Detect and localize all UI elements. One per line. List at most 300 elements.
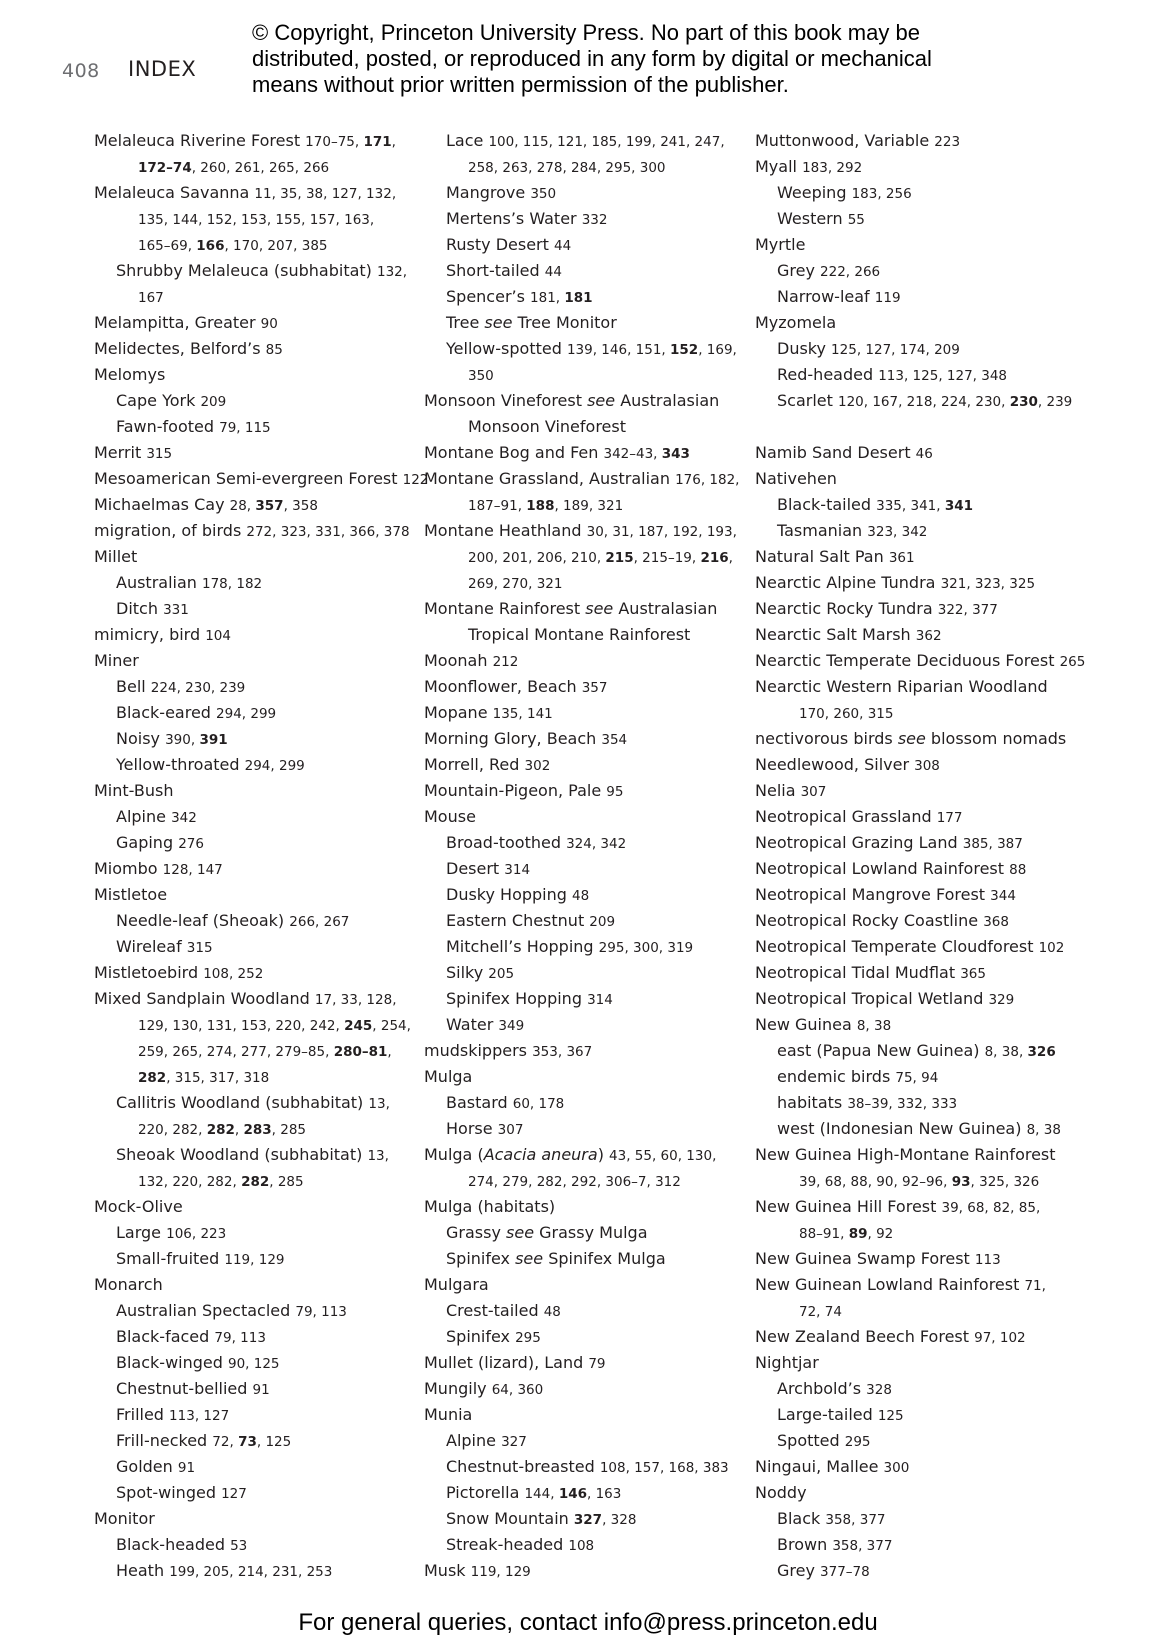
page-refs: 385, 387: [962, 836, 1023, 852]
index-entry-continuation: [94, 154, 434, 180]
entry-term: Mistletoe: [94, 885, 168, 904]
page-refs: 300: [883, 1460, 910, 1476]
entry-term: Musk: [424, 1561, 471, 1580]
index-subentry: [755, 1402, 1095, 1428]
index-entry: [424, 440, 764, 466]
page-refs: 119: [874, 290, 901, 306]
entry-term: Needlewood, Silver: [755, 755, 915, 774]
entry-term: Nelia: [755, 781, 801, 800]
page-refs: 224, 230, 239: [150, 680, 246, 696]
page-refs: 390,: [165, 732, 200, 748]
page-refs: 8, 38: [1026, 1122, 1061, 1138]
entry-term: Black-eared: [116, 703, 217, 722]
index-entry: [424, 1194, 764, 1220]
copyright-line: means without prior written permission of the publisher.: [252, 72, 789, 97]
index-entry: [755, 596, 1095, 622]
page-refs: 315: [186, 940, 213, 956]
entry-term: Melaleuca Savanna: [94, 183, 255, 202]
index-entry: [94, 1194, 434, 1220]
index-entry: [755, 674, 1095, 700]
index-subentry: [94, 1324, 434, 1350]
entry-term: Western: [777, 209, 848, 228]
page-ref-bold: 282: [138, 1070, 167, 1086]
page-refs: 106, 223: [166, 1226, 227, 1242]
page-refs: 276: [178, 836, 204, 852]
index-entry: [755, 128, 1095, 154]
index-subentry: [94, 674, 434, 700]
entry-term: Monarch: [94, 1275, 163, 1294]
index-entry: [94, 882, 434, 908]
entry-term: Neotropical Mangrove Forest: [755, 885, 991, 904]
entry-term: Neotropical Temperate Cloudforest: [755, 937, 1039, 956]
entry-term: endemic birds: [777, 1067, 896, 1086]
index-entry: [94, 466, 434, 492]
entry-term: Mertens’s Water: [446, 209, 582, 228]
index-subentry: [424, 232, 764, 258]
page-refs: 79: [588, 1356, 606, 1372]
entry-term: Needle-leaf (Sheoak): [116, 911, 290, 930]
page-ref-bold: 282: [206, 1122, 235, 1138]
index-subentry: [424, 1480, 764, 1506]
entry-term: Black-headed: [116, 1535, 231, 1554]
page-ref-bold: 188: [526, 498, 555, 514]
entry-term: Brown: [777, 1535, 833, 1554]
copyright-line: distributed, posted, or reproduced in any form by digital or mechanical: [252, 46, 932, 71]
index-subentry: [94, 908, 434, 934]
index-subentry: [94, 830, 434, 856]
index-subentry: [755, 284, 1095, 310]
index-entry: [424, 674, 764, 700]
entry-term: Ningaui, Mallee: [755, 1457, 884, 1476]
index-entry: [94, 544, 434, 570]
entry-term: New Guinea High-Montane Rainforest: [755, 1145, 1056, 1164]
page-refs: 64, 360: [491, 1382, 544, 1398]
entry-term: Melidectes, Belford’s: [94, 339, 266, 358]
index-entry: [94, 856, 434, 882]
index-subentry: [424, 1506, 764, 1532]
index-subentry: [755, 518, 1095, 544]
page-refs: 362: [915, 628, 942, 644]
page-refs: 108, 252: [203, 966, 264, 982]
page-refs: 108: [568, 1538, 595, 1554]
italic-text: see: [515, 1249, 544, 1268]
entry-term: blossom nomads: [925, 729, 1067, 748]
page-ref-bold: 152: [670, 342, 699, 358]
entry-term: Nearctic Temperate Deciduous Forest: [755, 651, 1060, 670]
index-subentry: [755, 1038, 1095, 1064]
page-refs: 222, 266: [820, 264, 881, 280]
index-entry-continuation: [424, 414, 764, 440]
page-refs: ,: [391, 134, 396, 150]
index-entry: [424, 1142, 764, 1168]
entry-term: Neotropical Rocky Coastline: [755, 911, 984, 930]
entry-term: Frill-necked: [116, 1431, 213, 1450]
index-entry-continuation: [424, 570, 764, 596]
page-refs: 183, 292: [802, 160, 863, 176]
page-refs: 331: [163, 602, 189, 618]
index-subentry: [94, 1090, 434, 1116]
page-refs: , 92: [867, 1226, 894, 1242]
page-ref-bold: 172–74: [138, 160, 192, 176]
index-entry-continuation: [755, 1168, 1095, 1194]
page-refs: 108, 157, 168, 383: [599, 1460, 729, 1476]
index-entry: [424, 466, 764, 492]
page-refs: 135, 141: [492, 706, 553, 722]
page-refs: 259, 265, 274, 277, 279–85,: [138, 1044, 334, 1060]
entry-term: Weeping: [777, 183, 852, 202]
page-refs: 128, 147: [162, 862, 223, 878]
italic-text: see: [585, 599, 614, 618]
entry-term: Mock-Olive: [94, 1197, 183, 1216]
index-subentry: [94, 1376, 434, 1402]
index-entry: [94, 622, 434, 648]
page-refs: 295, 300, 319: [598, 940, 694, 956]
entry-term: Sheoak Woodland (subhabitat): [116, 1145, 368, 1164]
entry-term: Neotropical Grazing Land: [755, 833, 963, 852]
index-entry: [424, 388, 764, 414]
entry-term: Merrit: [94, 443, 147, 462]
page-refs: 294, 299: [244, 758, 305, 774]
entry-term: Tropical Montane Rainforest: [468, 625, 691, 644]
page-refs: 95: [606, 784, 624, 800]
entry-term: Noddy: [755, 1483, 807, 1502]
entry-term: New Guinea: [755, 1015, 857, 1034]
entry-term: Mangrove: [446, 183, 531, 202]
index-entry: [755, 934, 1095, 960]
page-refs: 314: [587, 992, 613, 1008]
page-refs: 72,: [212, 1434, 239, 1450]
page-ref-bold: 73: [238, 1434, 257, 1450]
entry-term: Cape York: [116, 391, 201, 410]
page-refs: 100, 115, 121, 185, 199, 241, 247,: [488, 134, 725, 150]
page-refs: 335, 341,: [876, 498, 945, 514]
page-refs: 353, 367: [532, 1044, 593, 1060]
page-refs: 13,: [368, 1096, 390, 1112]
page-refs: 272, 323, 331, 366, 378: [246, 524, 410, 540]
entry-term: Silky: [446, 963, 489, 982]
entry-term: Noisy: [116, 729, 166, 748]
running-head: INDEX: [128, 57, 197, 81]
page-refs: 55: [847, 212, 865, 228]
entry-term: Black-tailed: [777, 495, 877, 514]
entry-term: Montane Bog and Fen: [424, 443, 604, 462]
index-entry: [755, 1272, 1095, 1298]
index-subentry: [94, 570, 434, 596]
index-subentry: [94, 700, 434, 726]
page-ref-bold: 391: [199, 732, 228, 748]
index-subentry: [94, 934, 434, 960]
index-subentry: [424, 1532, 764, 1558]
page-refs: 8, 38: [856, 1018, 892, 1034]
entry-term: New Guinean Lowland Rainforest: [755, 1275, 1025, 1294]
page-refs: 200, 201, 206, 210,: [468, 550, 606, 566]
index-subentry: [94, 726, 434, 752]
entry-term: Spencer’s: [446, 287, 531, 306]
entry-term: Spinifex Hopping: [446, 989, 588, 1008]
entry-term: Myrtle: [755, 235, 806, 254]
entry-term: Miner: [94, 651, 139, 670]
page-refs: 354: [601, 732, 628, 748]
entry-term: Miombo: [94, 859, 163, 878]
index-subentry: [424, 128, 764, 154]
index-subentry: [94, 1220, 434, 1246]
index-subentry: [755, 1090, 1095, 1116]
index-entry-continuation: [94, 1064, 434, 1090]
entry-term: Ditch: [116, 599, 164, 618]
index-entry: [424, 1350, 764, 1376]
index-entry: [755, 1246, 1095, 1272]
index-entry: [755, 154, 1095, 180]
entry-term: Michaelmas Cay: [94, 495, 230, 514]
page-refs: , 125: [256, 1434, 292, 1450]
index-entry: [94, 960, 434, 986]
page-number: 408: [62, 60, 100, 82]
index-subentry: [424, 856, 764, 882]
entry-term: Red-headed: [777, 365, 879, 384]
page-refs: 11, 35, 38, 127, 132,: [254, 186, 397, 202]
entry-term: Fawn-footed: [116, 417, 220, 436]
page-ref-bold: 282: [241, 1174, 270, 1190]
page-refs: 39, 68, 82, 85,: [941, 1200, 1041, 1216]
index-subentry: [755, 1532, 1095, 1558]
page-refs: 324, 342: [566, 836, 627, 852]
index-subentry: [755, 1376, 1095, 1402]
page-refs: 48: [543, 1304, 561, 1320]
page-refs: 323, 342: [867, 524, 928, 540]
entry-term: Myall: [755, 157, 803, 176]
page-ref-bold: 343: [661, 446, 690, 462]
index-entry: [755, 1012, 1095, 1038]
index-entry-continuation: [94, 1012, 434, 1038]
entry-term: Mulga (: [424, 1145, 484, 1164]
entry-term: Gaping: [116, 833, 179, 852]
italic-text: see: [484, 313, 513, 332]
page-refs: 132, 220, 282,: [138, 1174, 242, 1190]
page-refs: 295: [515, 1330, 541, 1346]
entry-term: Eastern Chestnut: [446, 911, 590, 930]
index-entry-continuation: [424, 362, 764, 388]
index-entry-continuation: [424, 544, 764, 570]
page-refs: ,: [387, 1044, 392, 1060]
entry-term: Spinifex: [446, 1327, 516, 1346]
index-subentry: [94, 1428, 434, 1454]
page-refs: 176, 182,: [675, 472, 740, 488]
entry-term: Tree: [446, 313, 485, 332]
index-entry: [755, 778, 1095, 804]
page-refs: 43, 55, 60, 130,: [609, 1148, 717, 1164]
page-refs: , 239: [1037, 394, 1073, 410]
entry-term: Snow Mountain: [446, 1509, 574, 1528]
entry-term: Yellow-spotted: [446, 339, 567, 358]
index-entry: [424, 648, 764, 674]
entry-term: Neotropical Tidal Mudflat: [755, 963, 961, 982]
entry-term: Monsoon Vineforest: [468, 417, 626, 436]
entry-term: Rusty Desert: [446, 235, 554, 254]
entry-term: Large: [116, 1223, 167, 1242]
entry-term: Archbold’s: [777, 1379, 867, 1398]
index-subentry: [755, 492, 1095, 518]
entry-term: Munia: [424, 1405, 473, 1424]
copyright-line: © Copyright, Princeton University Press. No part of this book may be: [252, 20, 920, 45]
index-entry: [424, 518, 764, 544]
entry-term: migration, of birds: [94, 521, 247, 540]
index-subentry: [755, 206, 1095, 232]
index-entry: [94, 1506, 434, 1532]
page-refs: 113, 127: [169, 1408, 230, 1424]
index-subentry: [424, 310, 764, 336]
index-subentry: [94, 804, 434, 830]
page-ref-bold: 216: [700, 550, 729, 566]
index-entry: [94, 336, 434, 362]
page-refs: 72, 74: [799, 1304, 842, 1320]
entry-term: New Zealand Beech Forest: [755, 1327, 975, 1346]
entry-term: habitats: [777, 1093, 848, 1112]
index-entry-continuation: [424, 154, 764, 180]
entry-term: Nearctic Alpine Tundra: [755, 573, 941, 592]
index-entry: [755, 1480, 1095, 1506]
page-refs: 44: [544, 264, 562, 280]
italic-text: see: [587, 391, 616, 410]
page-refs: 88: [1009, 862, 1027, 878]
page-refs: , 328: [602, 1512, 637, 1528]
entry-term: Frilled: [116, 1405, 170, 1424]
index-subentry: [94, 258, 434, 284]
entry-term: Mopane: [424, 703, 493, 722]
index-subentry: [755, 362, 1095, 388]
entry-term: Mistletoebird: [94, 963, 204, 982]
page-ref-bold: 166: [196, 238, 225, 254]
page-refs: 209: [200, 394, 227, 410]
index-entry: [424, 1402, 764, 1428]
index-entry-continuation: [755, 1298, 1095, 1324]
entry-term: mimicry, bird: [94, 625, 206, 644]
index-entry: [755, 466, 1095, 492]
index-subentry: [424, 258, 764, 284]
index-subentry: [424, 1116, 764, 1142]
page-refs: 39, 68, 88, 90, 92–96,: [799, 1174, 952, 1190]
entry-term: Chestnut-bellied: [116, 1379, 253, 1398]
index-entry: [755, 1142, 1095, 1168]
entry-term: Shrubby Melaleuca (subhabitat): [116, 261, 377, 280]
page-refs: , 260, 261, 265, 266: [191, 160, 330, 176]
page-refs: 342: [171, 810, 197, 826]
index-subentry: [94, 1142, 434, 1168]
page-refs: 212: [492, 654, 519, 670]
entry-term: Black: [777, 1509, 826, 1528]
page-refs: 269, 270, 321: [468, 576, 563, 592]
entry-term: Alpine: [446, 1431, 502, 1450]
page-refs: 79, 113: [214, 1330, 266, 1346]
page-refs: 90: [260, 316, 278, 332]
index-entry: [94, 310, 434, 336]
page-refs: 170–75,: [305, 134, 364, 150]
index-column-2: [424, 128, 764, 1584]
page-refs: 328: [866, 1382, 892, 1398]
index-column-3: [755, 128, 1095, 1584]
entry-term: Monsoon Vineforest: [424, 391, 588, 410]
page-refs: 167: [138, 290, 164, 306]
index-subentry: [424, 1454, 764, 1480]
index-entry: [94, 128, 434, 154]
entry-term: Mixed Sandplain Woodland: [94, 989, 315, 1008]
page-refs: 181,: [530, 290, 565, 306]
entry-term: Mint-Bush: [94, 781, 174, 800]
index-subentry: [424, 882, 764, 908]
page-refs: 307: [497, 1122, 524, 1138]
page-refs: , 358: [283, 498, 318, 514]
entry-term: Nativehen: [755, 469, 837, 488]
page-refs: 314: [504, 862, 531, 878]
page-refs: , 315, 317, 318: [166, 1070, 270, 1086]
page-refs: 102: [1038, 940, 1065, 956]
page-refs: 119, 129: [470, 1564, 531, 1580]
index-entry: [755, 440, 1095, 466]
page-refs: 88–91,: [799, 1226, 849, 1242]
page-refs: 361: [888, 550, 915, 566]
page-refs: 332: [581, 212, 608, 228]
index-subentry: [755, 1506, 1095, 1532]
index-subentry: [94, 388, 434, 414]
index-subentry: [424, 1012, 764, 1038]
page-refs: 365: [960, 966, 986, 982]
entry-term: Mesoamerican Semi-evergreen Forest: [94, 469, 403, 488]
page-refs: 344: [990, 888, 1016, 904]
index-subentry: [94, 1558, 434, 1584]
entry-term: Mulgara: [424, 1275, 489, 1294]
entry-term: Nightjar: [755, 1353, 819, 1372]
page-refs: 125, 127, 174, 209: [831, 342, 960, 358]
entry-term: Grey: [777, 1561, 821, 1580]
entry-term: Nearctic Western Riparian Woodland: [755, 677, 1048, 696]
index-entry: [424, 1038, 764, 1064]
page-refs: 327: [501, 1434, 527, 1450]
index-entry: [94, 778, 434, 804]
index-entry: [424, 778, 764, 804]
entry-term: Scarlet: [777, 391, 838, 410]
page-refs: 122: [402, 472, 429, 488]
entry-term: Neotropical Tropical Wetland: [755, 989, 989, 1008]
entry-term: mudskippers: [424, 1041, 533, 1060]
entry-term: Mulga: [424, 1067, 473, 1086]
page-ref-bold: 181: [564, 290, 593, 306]
page-refs: 91: [177, 1460, 196, 1476]
entry-term: Tree Monitor: [512, 313, 617, 332]
page-refs: 329: [988, 992, 1015, 1008]
entry-term: Mungily: [424, 1379, 492, 1398]
entry-term: Mountain-Pigeon, Pale: [424, 781, 607, 800]
entry-term: Yellow-throated: [116, 755, 245, 774]
page-refs: 209: [589, 914, 616, 930]
entry-term: Mullet (lizard), Land: [424, 1353, 589, 1372]
entry-term: Black-faced: [116, 1327, 215, 1346]
entry-term: Australian Spectacled: [116, 1301, 296, 1320]
page-refs: 135, 144, 152, 153, 155, 157, 163,: [138, 212, 375, 228]
index-entry-continuation: [755, 700, 1095, 726]
page-refs: 8, 38,: [984, 1044, 1028, 1060]
page-ref-bold: 171: [363, 134, 392, 150]
page-refs: 30, 31, 187, 192, 193,: [586, 524, 737, 540]
page-refs: ,: [234, 1122, 244, 1138]
entry-term: Natural Salt Pan: [755, 547, 889, 566]
index-subentry: [94, 752, 434, 778]
index-entry: [424, 1376, 764, 1402]
page-refs: , 285: [269, 1174, 304, 1190]
index-subentry: [755, 1116, 1095, 1142]
page-ref-bold: 230: [1009, 394, 1038, 410]
index-subentry: [755, 258, 1095, 284]
page-refs: 113, 125, 127, 348: [878, 368, 1008, 384]
entry-term: Callitris Woodland (subhabitat): [116, 1093, 369, 1112]
